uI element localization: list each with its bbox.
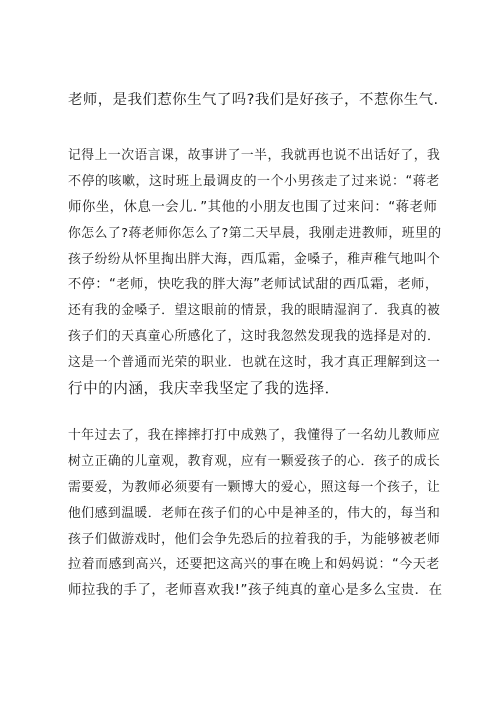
text-line: 十年过去了，我在摔摔打打中成熟了，我懂得了一名幼儿教师应 (68, 428, 441, 443)
text-line: 孩子纷纷从怀里掏出胖大海，西瓜霜，金嗓子，稚声稚气地叫个 (68, 251, 441, 267)
paragraph-3 (68, 423, 442, 604)
text-line: 不停：“老师，快吃我的胖大海”老师试试甜的西瓜霜，老师， (68, 277, 439, 293)
text-line: 老师，是我们惹你生气了吗?我们是好孩子，不惹你生气. (68, 92, 439, 108)
text-line: 他们感到温暖．老师在孩子们的心中是神圣的，伟大的，每当和 (68, 505, 441, 521)
text-line: 还有我的金嗓子．望这眼前的情景，我的眼睛湿润了．我真的被 (68, 303, 441, 319)
text-line: 孩子们做游戏时，他们会争先恐后的拉着我的手，为能够被老师 (68, 531, 441, 547)
text-line: 孩子们的天真童心所感化了，这时我忽然发现我的选择是对的． (68, 329, 441, 345)
paragraph-2 (68, 143, 442, 402)
text-line: 行中的内涵，我庆幸我坚定了我的选择． (68, 380, 340, 398)
text-line: 记得上一次语言课，故事讲了一半，我就再也说不出话好了，我 (68, 148, 441, 163)
text-line: 不停的咳嗽，这时班上最调皮的一个小男孩走了过来说：“蒋老 (68, 173, 440, 189)
text-line: 师你坐，休息一会儿．”其他的小朋友也围了过来问：“蒋老师 (68, 199, 438, 215)
text-line: 树立正确的儿童观，教育观，应有一颗爱孩子的心．孩子的成长 (68, 453, 441, 469)
paragraph-1 (68, 88, 442, 114)
text-line: 你怎么了?蒋老师你怎么了?第二天早晨，我刚走进教师，班里的 (68, 225, 442, 241)
text-line: 拉着而感到高兴，还要把这高兴的事在晚上和妈妈说：“今天老 (68, 557, 440, 573)
text-line: 这是一个普通而光荣的职业．也就在这时，我才真正理解到这一 (68, 355, 441, 371)
text-line: 需要爱，为教师必须要有一颗博大的爱心，照这每一个孩子，让 (68, 479, 441, 495)
text-line: 师拉我的手了，老师喜欢我!”孩子纯真的童心是多么宝贵．在 (68, 583, 443, 599)
